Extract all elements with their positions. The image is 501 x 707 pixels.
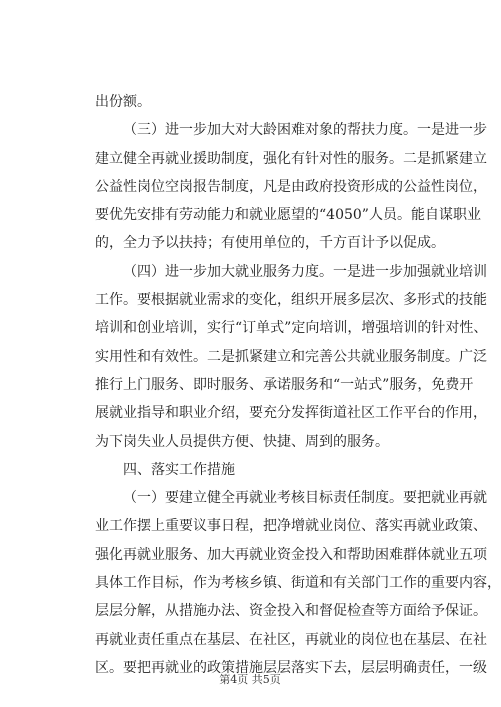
section-heading: 四、落实工作措施 (123, 461, 235, 478)
text-line: 的，全力予以扶持；有使用单位的，千方百计予以促成。 (95, 235, 445, 252)
text-line: 具体工作目标，作为考核乡镇、街道和有关部门工作的重要内容， (95, 575, 501, 592)
text-line: 展就业指导和职业介绍，要充分发挥街道社区工作平台的作用， (95, 405, 487, 422)
text-line: 公益性岗位空岗报告制度，凡是由政府投资形成的公益性岗位， (95, 178, 487, 195)
text-line: 要优先安排有劳动能力和就业愿望的“4050”人员。能自谋职业 (95, 207, 481, 224)
text-line: 业工作摆上重要议事日程，把净增就业岗位、落实再就业政策、 (95, 518, 487, 535)
page-number-footer: 第4页 共5页 (219, 673, 281, 686)
text-line: 再就业责任重点在基层、在社区，再就业的岗位也在基层、在社 (95, 631, 487, 648)
text-line: 为下岗失业人员提供方便、快捷、周到的服务。 (95, 433, 389, 450)
text-line: 实用性和有效性。二是抓紧建立和完善公共就业服务制度。广泛 (95, 348, 487, 365)
text-line: （三）进一步加大对大龄困难对象的帮扶力度。一是进一步 (123, 122, 487, 139)
text-line: （一）要建立健全再就业考核目标责任制度。要把就业再就 (123, 490, 487, 507)
text-line: 层层分解，从措施办法、资金投入和督促检查等方面给予保证。 (95, 603, 487, 620)
text-line: 强化再就业服务、加大再就业资金投入和帮助困难群体就业五项 (95, 546, 487, 563)
text-line: 区。要把再就业的政策措施层层落实下去，层层明确责任，一级 (95, 659, 487, 676)
text-line: 培训和创业培训，实行“订单式”定向培训，增强培训的针对性、 (95, 320, 488, 337)
text-line: 建立健全再就业援助制度，强化有针对性的服务。二是抓紧建立 (95, 150, 487, 167)
text-line: （四）进一步加大就业服务力度。一是进一步加强就业培训 (123, 263, 487, 280)
document-body (95, 88, 501, 682)
text-line: 工作。要根据就业需求的变化，组织开展多层次、多形式的技能 (95, 292, 487, 309)
text-line: 出份额。 (95, 94, 151, 110)
text-line: 推行上门服务、即时服务、承诺服务和“一站式”服务，免费开 (95, 376, 474, 393)
